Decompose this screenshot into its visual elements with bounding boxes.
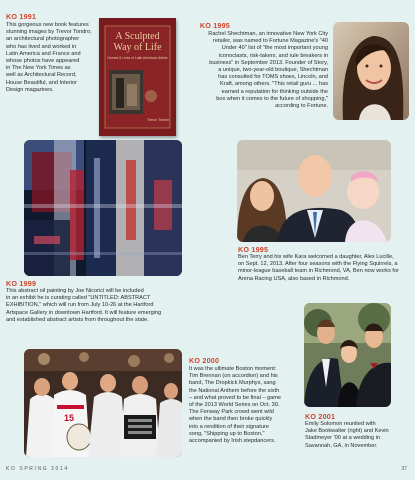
text-line: EXHIBITION," which will run from July 10-26 at the Hartford [6,302,154,309]
band-photo [24,349,182,457]
entry-year-1995b: KO 1995 [238,245,269,254]
book-title-line: A Sculpted [115,31,160,42]
text-line: Savannah, GA, in November. [305,442,378,449]
entry-year-2000: KO 2000 [189,356,220,365]
text-line: stunning images by Trevor Tondro, [6,29,92,36]
footer-issue: KO SPRING 2014 [6,466,69,472]
page-number: 37 [401,466,407,472]
text-line: an architectural photographer [6,36,80,43]
book-cover [99,18,176,136]
abstract-painting [24,140,182,276]
text-line: band, The Dropkick Murphys, sang [189,380,276,387]
text-line: when the band then broke quickly [189,416,273,423]
text-line: into a rendition of their signature [189,423,269,430]
book-credit: Trevor Tondro [147,118,170,122]
text-line: business" in September 2013. Founder of Story, [209,59,328,66]
text-line: in The New York Times as [6,65,71,72]
portrait-photo [333,22,409,120]
text-line: Artspace Gallery in downtown Hartford. It will feature emerging [6,309,162,316]
text-line: Kraft, among others. "This retail guru ... has [219,81,328,88]
text-line: House Beautiful, and Interior [6,79,77,86]
text-line: and established abstract artists from throughout the state. [6,316,149,323]
book-subtitle: Homes & Lives of Latin American Artists [107,56,168,60]
entry-year-1995a: KO 1995 [199,21,230,30]
text-line: Stadmeyer '00 at a wedding in [305,435,381,442]
text-line: according to Fortune. [275,103,328,110]
text-line: Under 40" list of "the most important young [221,45,328,52]
text-line: It was the ultimate Boston moment: [189,366,277,372]
portrait-image [333,22,409,120]
text-line: This abstract oil painting by Joe Nicorici will be included [6,288,144,294]
entry-text-1991 [6,22,101,94]
family-image [237,140,391,242]
entry-text-1999 [6,288,231,324]
text-line: The Fenway Park crowd went wild [189,409,274,416]
text-line: a unique, two-year-old boutique, Shechtman [218,67,328,74]
text-line: accompanied by Irish stepdancers. [189,438,276,445]
text-line: box when it comes to the future of shopping," [216,95,328,102]
band-image [24,349,182,457]
text-line: iconoclasts, risk-takers, and rule breakers in [218,52,328,59]
text-line: who has lived and worked in [6,43,77,50]
text-line: Ben Terry and his wife Kara welcomed a daughter, Alex Lucille, [238,254,394,260]
text-line: the National Anthem before the sixth [189,387,280,394]
text-line: – and what proved to be final – game [189,394,282,401]
wedding-photo [304,303,391,407]
family-photo [237,140,391,242]
text-line: on Sept. 12, 2013. After four seasons with the Flying Squirrels, a [238,261,398,268]
painting-image [24,140,182,276]
text-line: Emily Solomon reunited with [305,421,376,427]
text-line: has consulted for TOMS shoes, Lincoln, and [218,74,328,81]
entry-year-1999: KO 1999 [6,279,37,288]
book-title-line: Way of Life [113,42,162,53]
text-line: Latin America and France and [6,50,81,57]
text-line: Tim Brennan (on accordion) and his [189,373,278,380]
text-line: earned a reputation for thinking outside the [221,88,328,95]
entry-year-1991: KO 1991 [6,12,37,21]
text-line: Jake Bookwalter (right) and Kevin [305,428,389,435]
text-line: This gorgeous new book features [6,22,89,28]
entry-year-2001: KO 2001 [305,412,336,421]
text-line: well as Architectural Record, [6,72,77,79]
text-line: whose photos have appeared [6,58,80,65]
text-line: of the 2013 World Series on Oct. 30. [189,402,280,409]
jersey-number: 15 [64,413,75,423]
book-title [105,31,170,53]
entry-text-2001 [305,421,411,450]
wedding-image [304,303,391,407]
text-line: Arena Racing USA, also based in Richmond. [238,275,350,282]
text-line: Rachel Shechtman, an innovative New York City [208,31,328,37]
text-line: Design magazines. [6,86,54,93]
text-line: song, "Shipping up to Boston," [189,430,265,437]
entry-text-1995b [238,254,413,283]
entry-text-2000 [189,366,301,445]
text-line: minor-league baseball team in Richmond, VA, Ben now works for [238,268,399,275]
text-line: in an exhibit he is curating called "UNTITLED: ABSTRACT [6,295,151,302]
text-line: retailer, was named to Fortune Magazine's "40 [213,38,328,45]
entry-text-1995a [182,31,328,110]
